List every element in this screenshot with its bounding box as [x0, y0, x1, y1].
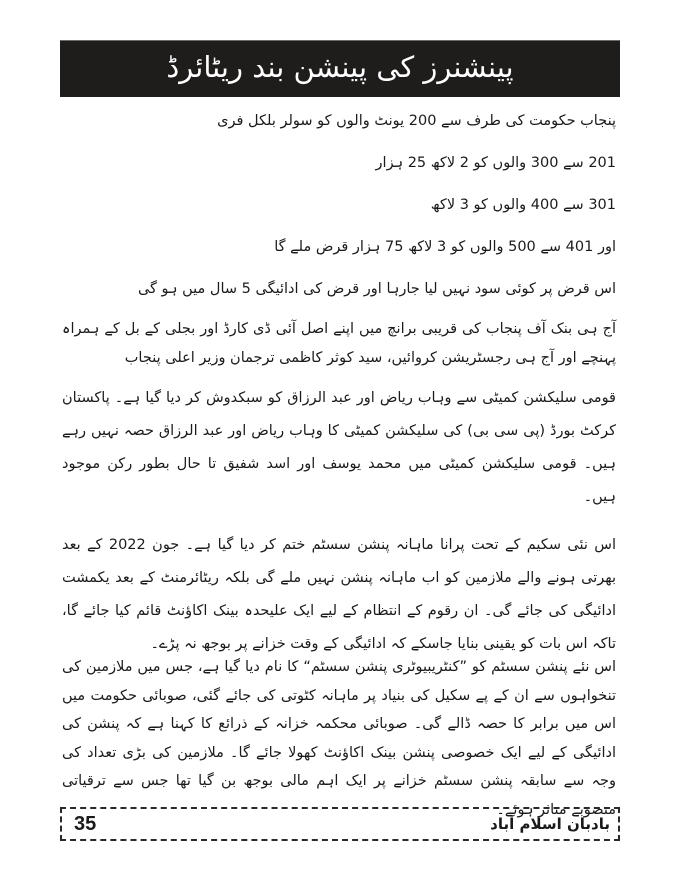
registration-notice-paragraph: آج ہی بنک آف پنجاب کی قریبی برانچ میں اپنے اصل آئی ڈی کارڈ اور بجلی کے بل کے ہمراہ پہنچے اور آج ہی رجسٹریشن کروائیں، سید کوثر کاظمی ترجمان وزیر اعلی پنجاب — [62, 321, 616, 366]
headline-banner — [60, 40, 620, 97]
page-number: 35 — [74, 812, 97, 835]
page-footer — [60, 807, 620, 841]
publication-name: بادبان اسلام آباد — [490, 815, 610, 833]
solar-line-301-400: 301 سے 400 والوں کو 3 لاکھ — [430, 197, 616, 213]
pension-scheme-paragraph: اس نئی سکیم کے تحت پرانا ماہانہ پنشن سسٹم ختم کر دیا گیا ہے۔ جون 2022 کے بعد بھرتی ہونے والے ملازمین کو اب ماہانہ پنشن نہیں ملے گی بلکہ ریٹائرمنٹ کے بعد یکمشت ادائیگی کی جائے گی۔ ان رقوم کے انتظام کے لیے ایک علیحدہ بینک اکاؤنٹ قائم کیا جائے گا، تاکہ اس بات کو یقینی بنایا جاسکے کہ ادائیگی کے وقت خزانے پر بوجھ نہ پڑے۔ — [62, 537, 617, 652]
selection-committee-paragraph: قومی سلیکشن کمیٹی سے وہاب ریاض اور عبد الرزاق کو سبکدوش کر دیا گیا ہے۔ پاکستان کرکٹ بورڈ (پی سی بی) کی سلیکشن کمیٹی کا وہاب ریاض اور عبد الرزاق حصہ نہیں رہے ہیں۔ قومی سلیکشن کمیٹی میں محمد یوسف اور اسد شفیق تا حال بطور رکن موجود ہیں۔ — [62, 390, 616, 505]
solar-line-200-units: پنجاب حکومت کی طرف سے 200 یونٹ والوں کو سولر بلکل فری — [217, 113, 616, 129]
loan-terms-line: اس قرض پر کوئی سود نہیں لیا جارہا اور قرض کی ادائیگی 5 سال میں ہو گی — [137, 281, 616, 297]
headline-title: پینشنرز کی پینشن بند ریٹائرڈ — [166, 49, 514, 84]
solar-scheme-list — [62, 107, 616, 317]
solar-line-201-300: 201 سے 300 والوں کو 2 لاکھ 25 ہزار — [375, 155, 616, 171]
contributory-pension-paragraph: اس نئے پنشن سسٹم کو ”کنٹریبیوٹری پنشن سسٹم“ کا نام دیا گیا ہے، جس میں ملازمین کی تنخواہوں سے ان کے پے سکیل کی بنیاد پر ماہانہ کٹوتی کی جائے گئی، صوبائی حکومت میں اس میں برابر کا حصہ ڈالے گی۔ صوبائی محکمہ خزانہ کے ذرائع کا کہنا ہے کہ پنشن کی ادائیگی کے لیے ایک خصوصی پنشن بینک اکاؤنٹ کھولا جائے گا۔ ملازمین کی بڑی تعداد کی وجہ سے سابقہ پنشن سسٹم خزانے پر ایک اہم مالی بوجھ بن گیا تھا جس سے ترقیاتی منصوبے متاثر ہوئے۔ — [62, 659, 616, 818]
solar-line-401-500: اور 401 سے 500 والوں کو 3 لاکھ 75 ہزار قرض ملے گا — [274, 239, 616, 255]
